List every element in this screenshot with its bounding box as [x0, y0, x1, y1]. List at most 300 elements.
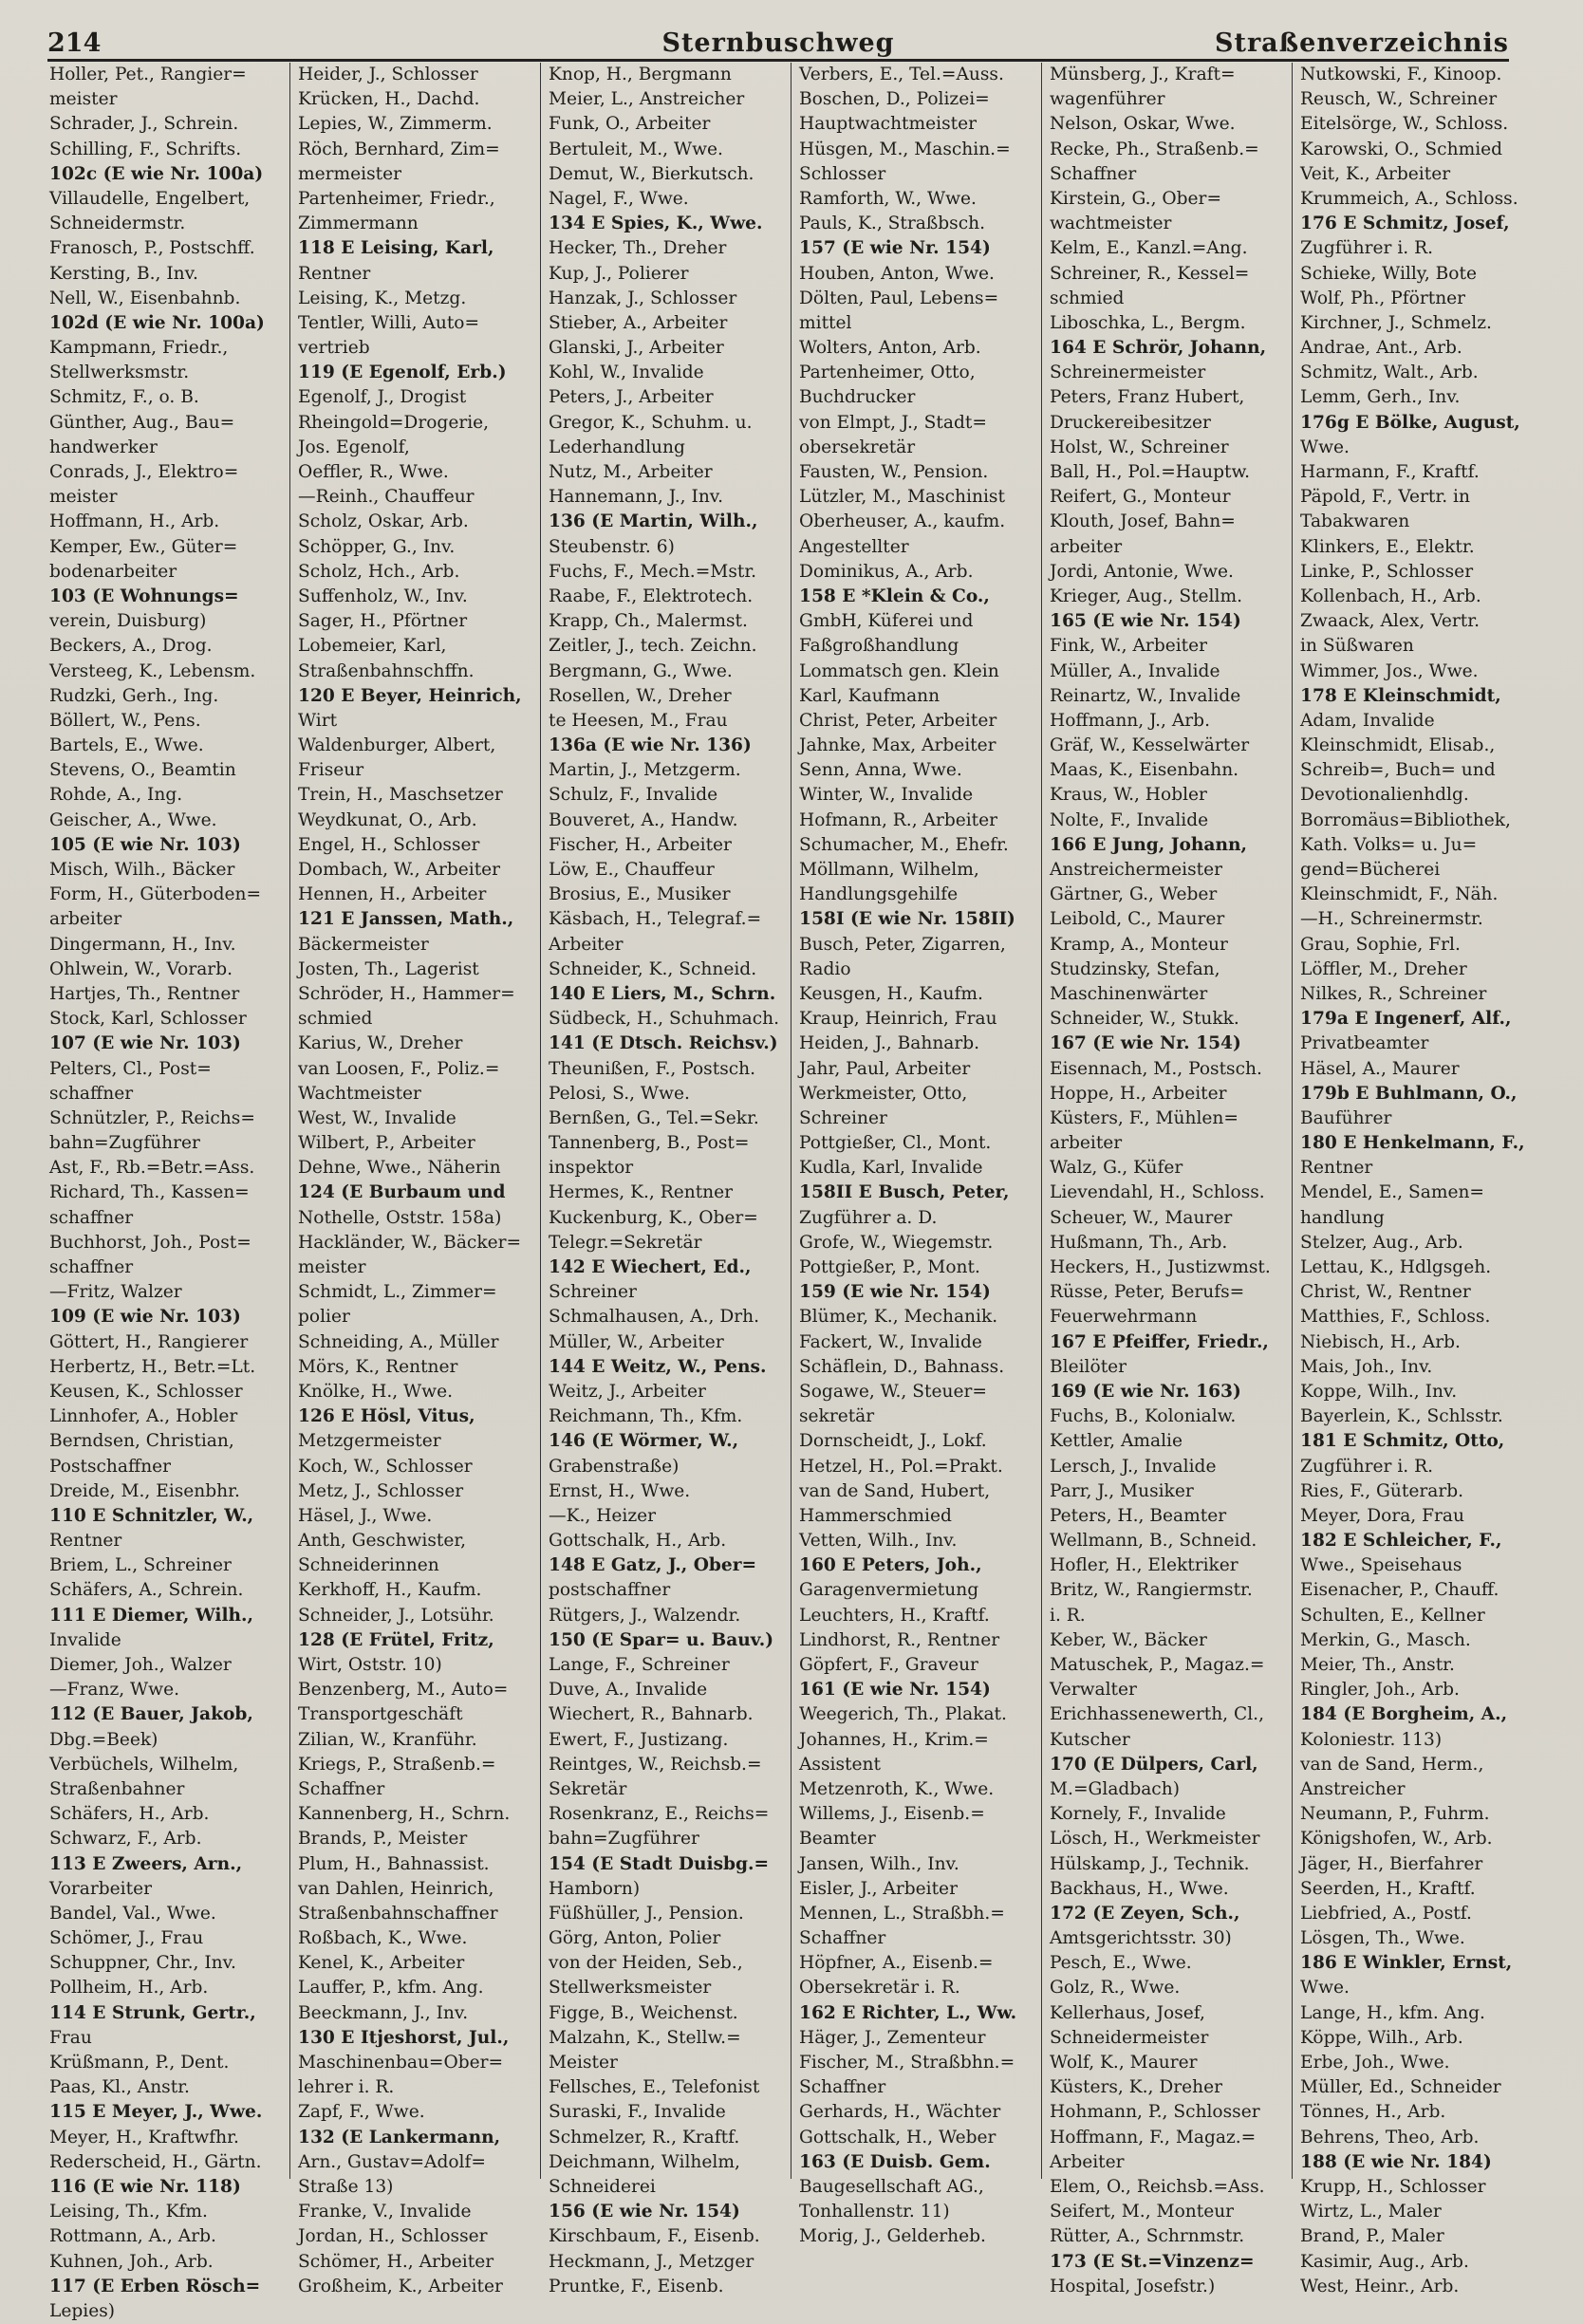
house-number-entry: 159 (E wie Nr. 154)	[799, 1282, 991, 1303]
resident-entry: Bouveret, A., Handw.	[549, 809, 738, 830]
resident-entry: Tabakwaren	[1300, 511, 1410, 532]
resident-entry: inspektor	[549, 1158, 634, 1179]
resident-entry: Pollheim, H., Arb.	[49, 1978, 209, 1999]
resident-entry: Fink, W., Arbeiter	[1050, 636, 1208, 657]
resident-entry: Mais, Joh., Inv.	[1300, 1356, 1433, 1377]
resident-entry: Grofe, W., Wiegemstr.	[799, 1232, 994, 1253]
resident-entry: Schrader, J., Schrein.	[49, 114, 239, 135]
resident-entry: Schöpper, G., Inv.	[298, 536, 456, 557]
resident-entry: Diemer, Joh., Walzer	[49, 1655, 232, 1675]
resident-entry: Kirstein, G., Ober=	[1050, 188, 1222, 209]
resident-entry: sekretär	[799, 1406, 875, 1427]
resident-entry: Brand, P., Maler	[1300, 2226, 1444, 2247]
resident-entry: Jordi, Antonie, Wwe.	[1050, 561, 1234, 582]
resident-entry: Oberheuser, A., kaufm.	[799, 511, 1006, 532]
resident-entry: Weegerich, Th., Plakat.	[799, 1704, 1007, 1725]
resident-entry: Müller, W., Arbeiter	[549, 1331, 724, 1352]
house-number-entry: 105 (E wie Nr. 103)	[49, 834, 241, 855]
resident-entry: Pruntke, F., Eisenb.	[549, 2276, 724, 2296]
resident-entry: Rudzki, Gerh., Ing.	[49, 685, 219, 706]
resident-entry: Ewert, F., Justizang.	[549, 1729, 729, 1750]
resident-entry: Jos. Egenolf,	[298, 437, 410, 457]
resident-entry: —H., Schreinermstr.	[1300, 909, 1483, 930]
resident-entry: Devotionalienhdlg.	[1300, 785, 1469, 806]
resident-entry: Angestellter	[799, 536, 909, 557]
resident-entry: Schäfers, H., Arb.	[49, 1804, 210, 1825]
resident-entry: Hammerschmied	[799, 1505, 952, 1526]
house-number-entry: 144 E Weitz, W., Pens.	[549, 1356, 767, 1377]
resident-entry: Meier, Th., Anstr.	[1300, 1655, 1455, 1675]
resident-entry: Lepies, W., Zimmerm.	[298, 114, 493, 135]
house-number-entry: 179b E Buhlmann, O.,	[1300, 1083, 1518, 1104]
resident-entry: Senn, Anna, Wwe.	[799, 760, 962, 781]
resident-entry: Versteeg, K., Lebensm.	[49, 660, 256, 681]
resident-entry: bahn=Zugführer	[549, 1829, 699, 1850]
resident-entry: Schneiderei	[549, 2176, 656, 2197]
house-number-entry: 132 (E Lankermann,	[298, 2127, 501, 2147]
resident-entry: Arn., Gustav=Adolf=	[298, 2151, 486, 2172]
resident-entry: Steubenstr. 6)	[549, 536, 675, 557]
house-number-entry: 162 E Richter, L., Ww.	[799, 2002, 1017, 2023]
resident-entry: Hofler, H., Elektriker	[1050, 1555, 1238, 1576]
resident-entry: Druckereibesitzer	[1050, 412, 1211, 433]
house-number-entry: 134 E Spies, K., Wwe.	[549, 214, 763, 234]
house-number-entry: 167 (E wie Nr. 154)	[1050, 1033, 1241, 1054]
resident-entry: Kraus, W., Hobler	[1050, 785, 1207, 806]
resident-entry: Pauls, K., Straßbsch.	[799, 214, 986, 234]
resident-entry: Richard, Th., Kassen=	[49, 1182, 250, 1203]
resident-entry: Röch, Bernhard, Zim=	[298, 139, 500, 159]
resident-entry: Friseur	[298, 760, 364, 781]
house-number-entry: 173 (E St.=Vinzenz=	[1050, 2251, 1255, 2272]
resident-entry: Straße 13)	[298, 2176, 394, 2197]
resident-entry: Kleinschmidt, F., Näh.	[1300, 884, 1499, 905]
resident-entry: Wilbert, P., Arbeiter	[298, 1133, 475, 1154]
resident-entry: schaffner	[49, 1207, 134, 1228]
resident-entry: Geischer, A., Wwe.	[49, 809, 217, 830]
resident-entry: Radio	[799, 958, 851, 979]
resident-entry: Amtsgerichtsstr. 30)	[1050, 1928, 1232, 1949]
house-number-entry: 158 E *Klein & Co.,	[799, 586, 990, 606]
resident-entry: Meier, L., Anstreicher	[549, 89, 745, 110]
resident-entry: Lersch, J., Invalide	[1050, 1456, 1217, 1477]
resident-entry: Kasimir, Aug., Arb.	[1300, 2251, 1469, 2272]
house-number-entry: 150 (E Spar= u. Bauv.)	[549, 1629, 774, 1650]
house-number-entry: 166 E Jung, Johann,	[1050, 834, 1247, 855]
resident-entry: Zeitler, J., tech. Zeichn.	[549, 636, 757, 657]
resident-entry: Golz, R., Wwe.	[1050, 1978, 1181, 1999]
resident-entry: Kettler, Amalie	[1050, 1431, 1183, 1452]
house-number-entry: 121 E Janssen, Math.,	[298, 909, 514, 930]
resident-entry: von der Heiden, Seb.,	[549, 1953, 743, 1974]
resident-entry: Lösgen, Th., Wwe.	[1300, 1928, 1465, 1949]
resident-entry: Kramp, A., Monteur	[1050, 934, 1228, 955]
resident-entry: Theunißen, F., Postsch.	[549, 1058, 756, 1079]
resident-entry: Knop, H., Bergmann	[549, 65, 732, 84]
resident-entry: Rosellen, W., Dreher	[549, 685, 732, 706]
resident-entry: Houben, Anton, Wwe.	[799, 263, 995, 284]
resident-entry: Kellerhaus, Josef,	[1050, 2002, 1205, 2023]
resident-entry: Müller, A., Invalide	[1050, 660, 1220, 681]
resident-entry: Tentler, Willi, Auto=	[298, 312, 480, 333]
resident-entry: Elem, O., Reichsb.=Ass.	[1050, 2176, 1265, 2197]
resident-entry: Kirchner, J., Schmelz.	[1300, 312, 1492, 333]
resident-entry: Schreiner, R., Kessel=	[1050, 263, 1250, 284]
resident-entry: Häsel, A., Maurer	[1300, 1058, 1460, 1079]
resident-entry: Borromäus=Bibliothek,	[1300, 809, 1511, 830]
resident-entry: Höpfner, A., Eisenb.=	[799, 1953, 994, 1974]
resident-entry: Schneider, K., Schneid.	[549, 958, 757, 979]
resident-entry: Wirt, Oststr. 10)	[298, 1655, 442, 1675]
resident-entry: Engel, H., Schlosser	[298, 834, 480, 855]
resident-entry: Duve, A., Invalide	[549, 1680, 708, 1701]
resident-entry: Glanski, J., Arbeiter	[549, 338, 724, 359]
resident-entry: Lauffer, P., kfm. Ang.	[298, 1978, 484, 1999]
resident-entry: Fausten, W., Pension.	[799, 462, 989, 482]
house-number-entry: 102c (E wie Nr. 100a)	[49, 163, 264, 184]
resident-entry: Verbüchels, Wilhelm,	[49, 1754, 239, 1775]
resident-entry: Käsbach, H., Telegraf.=	[549, 909, 762, 930]
resident-entry: Sogawe, W., Steuer=	[799, 1381, 987, 1402]
resident-entry: schaffner	[49, 1083, 134, 1104]
resident-entry: Misch, Wilh., Bäcker	[49, 860, 235, 880]
resident-entry: Schwarz, F., Arb.	[49, 1829, 202, 1850]
resident-entry: Heckers, H., Justizwmst.	[1050, 1257, 1271, 1277]
resident-entry: Nagel, F., Wwe.	[549, 188, 689, 209]
resident-entry: Füßhüller, J., Pension.	[549, 1903, 744, 1924]
resident-entry: Leising, Th., Kfm.	[49, 2202, 208, 2222]
resident-entry: Stellwerksmeister	[549, 1978, 712, 1999]
resident-entry: Hüsgen, M., Maschin.=	[799, 139, 1011, 159]
resident-entry: van Dahlen, Heinrich,	[298, 1878, 494, 1899]
house-number-entry: 141 (E Dtsch. Reichsv.)	[549, 1033, 778, 1054]
resident-entry: Baugesellschaft AG.,	[799, 2176, 984, 2197]
resident-entry: Holler, Pet., Rangier=	[49, 65, 247, 84]
resident-entry: Koppe, Wilh., Inv.	[1300, 1381, 1458, 1402]
resident-entry: Franosch, P., Postschff.	[49, 238, 255, 259]
resident-entry: Beamter	[799, 1829, 876, 1850]
resident-entry: Eitelsörge, W., Schloss.	[1300, 114, 1509, 135]
resident-entry: Günther, Aug., Bau=	[49, 412, 235, 433]
resident-entry: Hamborn)	[549, 1878, 641, 1899]
resident-entry: Böllert, W., Pens.	[49, 710, 201, 731]
resident-entry: Bernßen, G., Tel.=Sekr.	[549, 1107, 759, 1128]
resident-entry: Neumann, P., Fuhrm.	[1300, 1804, 1490, 1825]
house-number-entry: 182 E Schleicher, F.,	[1300, 1531, 1502, 1552]
resident-entry: Weitz, J., Arbeiter	[549, 1381, 706, 1402]
resident-entry: Heider, J., Schlosser	[298, 65, 478, 84]
resident-entry: Lepies)	[49, 2300, 116, 2321]
resident-entry: Mörs, K., Rentner	[298, 1356, 458, 1377]
resident-entry: Stieber, A., Arbeiter	[549, 312, 728, 333]
resident-entry: Kup, J., Polierer	[549, 263, 689, 284]
resident-entry: Briem, L., Schreiner	[49, 1555, 232, 1576]
resident-entry: Krummeich, A., Schloss.	[1300, 188, 1518, 209]
resident-entry: Rentner	[49, 1531, 122, 1552]
resident-entry: Heckmann, J., Metzger	[549, 2251, 754, 2272]
resident-entry: —Reinh., Chauffeur	[298, 487, 475, 508]
resident-entry: Schäflein, D., Bahnass.	[799, 1356, 1005, 1377]
resident-entry: Schumacher, M., Ehefr.	[799, 834, 1009, 855]
resident-entry: Straßenbahnschffn.	[298, 660, 475, 681]
resident-entry: Telegr.=Sekretär	[549, 1232, 702, 1253]
resident-entry: Schneidermeister	[1050, 2027, 1209, 2048]
resident-entry: Dölten, Paul, Lebens=	[799, 288, 999, 308]
resident-entry: Meyer, Dora, Frau	[1300, 1505, 1464, 1526]
resident-entry: verein, Duisburg)	[49, 611, 207, 632]
resident-entry: Beeckmann, J., Inv.	[298, 2002, 469, 2023]
resident-entry: Schulten, E., Kellner	[1300, 1605, 1485, 1626]
resident-entry: Franke, V., Invalide	[298, 2202, 472, 2222]
resident-entry: Studzinsky, Stefan,	[1050, 958, 1220, 979]
resident-entry: Form, H., Güterboden=	[49, 884, 262, 905]
house-number-entry: 140 E Liers, M., Schrn.	[549, 983, 776, 1004]
resident-entry: Sekretär	[549, 1778, 627, 1799]
resident-entry: Bandel, Val., Wwe.	[49, 1903, 216, 1924]
resident-entry: Linnhofer, A., Hobler	[49, 1406, 238, 1427]
resident-entry: Fischer, H., Arbeiter	[549, 834, 732, 855]
resident-entry: Stellwerksmstr.	[49, 363, 190, 383]
resident-entry: Krieger, Aug., Stellm.	[1050, 586, 1242, 606]
resident-entry: Dreide, M., Eisenbhr.	[49, 1480, 240, 1501]
resident-entry: Veit, K., Arbeiter	[1300, 163, 1451, 184]
resident-entry: —Franz, Wwe.	[49, 1680, 180, 1701]
resident-entry: Rütgers, J., Walzendr.	[549, 1605, 741, 1626]
resident-entry: Schulz, F., Invalide	[549, 785, 718, 806]
resident-entry: Reusch, W., Schreiner	[1300, 89, 1498, 110]
resident-entry: Rentner	[1300, 1158, 1373, 1179]
resident-entry: Fellsches, E., Telefonist	[549, 2077, 760, 2098]
resident-entry: mittel	[799, 312, 852, 333]
resident-entry: Lange, F., Schreiner	[549, 1655, 730, 1675]
resident-entry: Schlosser	[799, 163, 886, 184]
resident-entry: Recke, Ph., Straßenb.=	[1050, 139, 1259, 159]
resident-entry: Pelters, Cl., Post=	[49, 1058, 212, 1079]
house-number-entry: 128 (E Frütel, Fritz,	[298, 1629, 494, 1650]
resident-entry: schaffner	[49, 1257, 134, 1277]
resident-entry: Karowski, O., Schmied	[1300, 139, 1503, 159]
resident-entry: Trein, H., Maschsetzer	[298, 785, 503, 806]
resident-entry: Maschinenbau=Ober=	[298, 2053, 504, 2073]
resident-entry: Schreiner	[549, 1282, 637, 1303]
resident-entry: Kraup, Heinrich, Frau	[799, 1009, 997, 1030]
resident-entry: Nutkowski, F., Kinoop.	[1300, 65, 1502, 84]
resident-entry: M.=Gladbach)	[1050, 1778, 1180, 1799]
resident-entry: Bauführer	[1300, 1107, 1392, 1128]
house-number-entry: 180 E Henkelmann, F.,	[1300, 1133, 1525, 1154]
resident-entry: Häsel, J., Wwe.	[298, 1505, 433, 1526]
resident-entry: Reifert, G., Monteur	[1050, 487, 1231, 508]
resident-entry: Seifert, M., Monteur	[1050, 2202, 1235, 2222]
resident-entry: Wirt	[298, 710, 338, 731]
resident-entry: Blümer, K., Mechanik.	[799, 1307, 998, 1328]
resident-entry: meister	[49, 89, 118, 110]
resident-entry: Handlungsgehilfe	[799, 884, 959, 905]
resident-entry: Weydkunat, O., Arb.	[298, 809, 477, 830]
column-divider	[540, 63, 541, 2179]
house-number-entry: 103 (E Wohnungs=	[49, 586, 239, 606]
resident-entry: bodenarbeiter	[49, 561, 177, 582]
house-number-entry: 181 E Schmitz, Otto,	[1300, 1431, 1505, 1452]
resident-entry: Keber, W., Bäcker	[1050, 1629, 1207, 1650]
resident-entry: handlung	[1300, 1207, 1385, 1228]
resident-entry: Backhaus, H., Wwe.	[1050, 1878, 1229, 1899]
resident-entry: Johannes, H., Krim.=	[799, 1729, 989, 1750]
resident-entry: Zugführer i. R.	[1300, 1456, 1433, 1477]
house-number-entry: 179a E Ingenerf, Alf.,	[1300, 1009, 1512, 1030]
resident-entry: Leuchters, H., Kraftf.	[799, 1605, 990, 1626]
resident-entry: Kelm, E., Kanzl.=Ang.	[1050, 238, 1248, 259]
resident-entry: Reintges, W., Reichsb.=	[549, 1754, 762, 1775]
resident-entry: West, Heinr., Arb.	[1300, 2276, 1460, 2296]
resident-entry: Scholz, Hch., Arb.	[298, 561, 460, 582]
house-number-entry: 142 E Wiechert, Ed.,	[549, 1257, 752, 1277]
resident-entry: van Loosen, F., Poliz.=	[298, 1058, 500, 1079]
resident-entry: Schreiner	[799, 1107, 887, 1128]
resident-entry: Bäckermeister	[298, 934, 429, 955]
resident-entry: Hartjes, Th., Rentner	[49, 983, 240, 1004]
resident-entry: Jahnke, Max, Arbeiter	[799, 735, 996, 756]
house-number-entry: 124 (E Burbaum und	[298, 1182, 506, 1203]
house-number-entry: 154 (E Stadt Duisbg.=	[549, 1853, 770, 1874]
resident-entry: Ohlwein, W., Vorarb.	[49, 958, 233, 979]
resident-entry: Dbg.=Beek)	[49, 1729, 158, 1750]
resident-entry: Schreib=, Buch= und	[1300, 760, 1496, 781]
resident-entry: Suraski, F., Invalide	[549, 2102, 726, 2123]
resident-entry: Verwalter	[1050, 1680, 1137, 1701]
resident-entry: Nothelle, Oststr. 158a)	[298, 1207, 502, 1228]
house-number-entry: 114 E Strunk, Gertr.,	[49, 2002, 256, 2023]
resident-entry: Schuppner, Chr., Inv.	[49, 1953, 236, 1974]
resident-entry: Winter, W., Invalide	[799, 785, 974, 806]
resident-entry: Königshofen, W., Arb.	[1300, 1829, 1493, 1850]
house-number-entry: 117 (E Erben Rösch=	[49, 2276, 261, 2296]
resident-entry: Jahr, Paul, Arbeiter	[799, 1058, 971, 1079]
resident-entry: Parr, J., Musiker	[1050, 1480, 1194, 1501]
resident-entry: Herbertz, H., Betr.=Lt.	[49, 1356, 256, 1377]
resident-entry: Hecker, Th., Dreher	[549, 238, 727, 259]
resident-entry: Reinartz, W., Invalide	[1050, 685, 1241, 706]
column-4	[799, 63, 1038, 2247]
resident-entry: Kuhnen, Joh., Arb.	[49, 2251, 214, 2272]
resident-entry: Löw, E., Chauffeur	[549, 860, 715, 880]
house-number-entry: 118 E Leising, Karl,	[298, 238, 494, 259]
resident-entry: Hannemann, J., Inv.	[549, 487, 724, 508]
resident-entry: Egenolf, J., Drogist	[298, 387, 467, 408]
house-number-entry: 113 E Zweers, Arn.,	[49, 1853, 243, 1874]
house-number-entry: 111 E Diemer, Wilh.,	[49, 1605, 253, 1626]
house-number-entry: 167 E Pfeiffer, Friedr.,	[1050, 1331, 1269, 1352]
resident-entry: Rentner	[298, 263, 371, 284]
resident-entry: Bayerlein, K., Schlsstr.	[1300, 1406, 1503, 1427]
resident-entry: Berndsen, Christian,	[49, 1431, 234, 1452]
resident-entry: Hetzel, H., Pol.=Prakt.	[799, 1456, 1003, 1477]
resident-entry: Pesch, E., Wwe.	[1050, 1953, 1192, 1974]
house-number-entry: 188 (E wie Nr. 184)	[1300, 2151, 1492, 2172]
resident-entry: Ramforth, W., Wwe.	[799, 188, 977, 209]
resident-entry: Lützler, M., Maschinist	[799, 487, 1005, 508]
resident-entry: Linke, P., Schlosser	[1300, 561, 1474, 582]
resident-entry: Wwe.	[1300, 437, 1350, 457]
resident-entry: Koch, W., Schlosser	[298, 1456, 473, 1477]
resident-entry: Kollenbach, H., Arb.	[1300, 586, 1481, 606]
resident-entry: Anstreichermeister	[1050, 860, 1223, 880]
resident-entry: Lobemeier, Karl,	[298, 636, 447, 657]
resident-entry: Zugführer i. R.	[1300, 238, 1433, 259]
resident-entry: mermeister	[298, 163, 402, 184]
resident-entry: Eisenacher, P., Chauff.	[1300, 1580, 1499, 1601]
resident-entry: Conrads, J., Elektro=	[49, 462, 239, 482]
resident-entry: Hoppe, H., Arbeiter	[1050, 1083, 1227, 1104]
resident-entry: Knölke, H., Wwe.	[298, 1381, 453, 1402]
section-title: Straßenverzeichnis	[1214, 28, 1509, 58]
resident-entry: Kuckenburg, K., Ober=	[549, 1207, 758, 1228]
resident-entry: Buchdrucker	[799, 387, 916, 408]
resident-entry: Feuerwehrmann	[1050, 1307, 1198, 1328]
resident-entry: Schneiderinnen	[298, 1555, 439, 1576]
resident-entry: Raabe, F., Elektrotech.	[549, 586, 754, 606]
resident-entry: Anth, Geschwister,	[298, 1531, 467, 1552]
resident-entry: Bertuleit, M., Wwe.	[549, 139, 723, 159]
resident-entry: Schnützler, P., Reichs=	[49, 1107, 255, 1128]
resident-entry: Wolters, Anton, Arb.	[799, 338, 981, 359]
resident-entry: Peters, Franz Hubert,	[1050, 387, 1245, 408]
house-number-entry: 176g E Bölke, August,	[1300, 412, 1520, 433]
resident-entry: Mennen, L., Straßbh.=	[799, 1903, 1005, 1924]
resident-entry: Ast, F., Rb.=Betr.=Ass.	[49, 1158, 255, 1179]
resident-entry: Zimmermann	[298, 214, 419, 234]
resident-entry: Nelson, Oskar, Wwe.	[1050, 114, 1236, 135]
resident-entry: Assistent	[799, 1754, 881, 1775]
resident-entry: Garagenvermietung	[799, 1580, 979, 1601]
resident-entry: Busch, Peter, Zigarren,	[799, 934, 1006, 955]
resident-entry: Pottgießer, Cl., Mont.	[799, 1133, 992, 1154]
resident-entry: Nolte, F., Invalide	[1050, 809, 1209, 830]
house-number-entry: 163 (E Duisb. Gem.	[799, 2151, 991, 2172]
resident-entry: Hofmann, R., Arbeiter	[799, 809, 998, 830]
resident-entry: Dornscheidt, J., Lokf.	[799, 1431, 987, 1452]
resident-entry: Jordan, H., Schlosser	[298, 2226, 488, 2247]
resident-entry: Grabenstraße)	[549, 1456, 680, 1477]
resident-entry: Martin, J., Metzgerm.	[549, 760, 741, 781]
resident-entry: bahn=Zugführer	[49, 1133, 200, 1154]
resident-entry: Klouth, Josef, Bahn=	[1050, 511, 1236, 532]
resident-entry: Keusgen, H., Kaufm.	[799, 983, 983, 1004]
resident-entry: Schömer, H., Arbeiter	[298, 2251, 494, 2272]
resident-entry: Dehne, Wwe., Näherin	[298, 1158, 501, 1179]
resident-entry: Hoffmann, J., Arb.	[1050, 710, 1210, 731]
resident-entry: Rosenkranz, E., Reichs=	[549, 1804, 770, 1825]
house-number-entry: 116 (E wie Nr. 118)	[49, 2176, 241, 2197]
resident-entry: Stelzer, Aug., Arb.	[1300, 1232, 1463, 1253]
resident-entry: Schilling, F., Schrifts.	[49, 139, 242, 159]
resident-entry: Frau	[49, 2027, 92, 2048]
resident-entry: arbeiter	[1050, 536, 1123, 557]
resident-entry: Hoffmann, F., Magaz.=	[1050, 2127, 1257, 2147]
house-number-entry: 161 (E wie Nr. 154)	[799, 1680, 991, 1701]
resident-entry: Fuchs, F., Mech.=Mstr.	[549, 561, 757, 582]
resident-entry: Krüßmann, P., Dent.	[49, 2053, 230, 2073]
resident-entry: Gregor, K., Schuhm. u.	[549, 412, 753, 433]
resident-entry: Schröder, H., Hammer=	[298, 983, 515, 1004]
resident-entry: Erichhassenewerth, Cl.,	[1050, 1704, 1264, 1725]
resident-entry: Fackert, W., Invalide	[799, 1331, 982, 1352]
resident-entry: Kutscher	[1050, 1729, 1130, 1750]
resident-entry: Wellmann, B., Schneid.	[1050, 1531, 1257, 1552]
resident-entry: Dominikus, A., Arb.	[799, 561, 974, 582]
resident-entry: Tannenberg, B., Post=	[549, 1133, 750, 1154]
resident-entry: Christ, Peter, Arbeiter	[799, 710, 997, 731]
